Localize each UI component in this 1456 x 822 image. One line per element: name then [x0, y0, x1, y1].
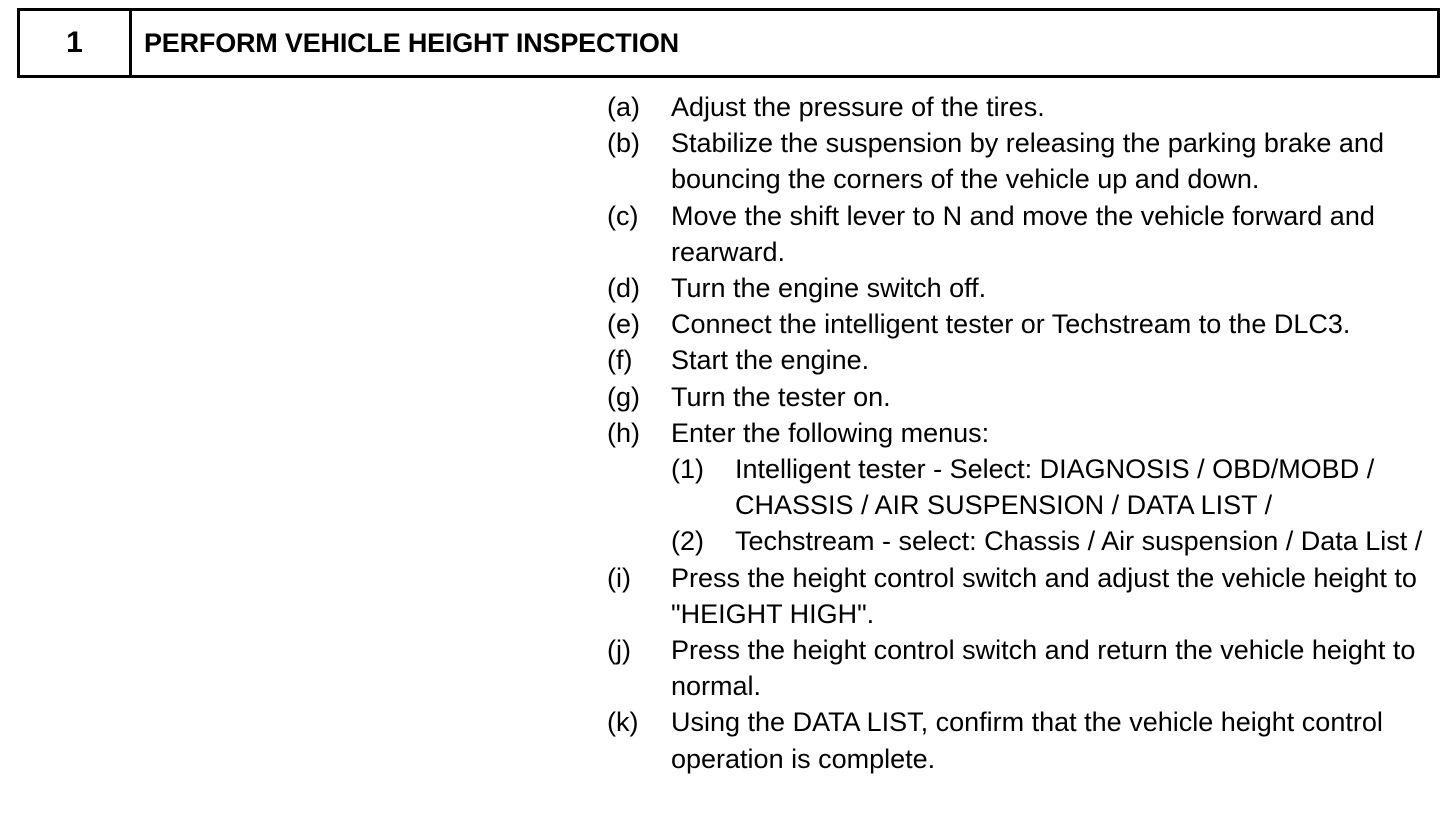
- step-text: Adjust the pressure of the tires.: [671, 92, 1045, 122]
- step-item-e: [607, 306, 1447, 342]
- step-label: (e): [607, 309, 640, 340]
- step-label: (j): [607, 635, 631, 666]
- step-body: [671, 415, 1447, 560]
- step-text: Turn the engine switch off.: [671, 273, 987, 304]
- procedure-steps: [607, 89, 1447, 777]
- substep-text: Intelligent tester - Select: DIAGNOSIS / OBD/MOBD / CHASSIS / AIR SUSPENSION / DATA LIST /: [735, 454, 1375, 521]
- step-label: (g): [607, 381, 640, 412]
- step-text: Move the shift lever to N and move the vehicle forward and rearward.: [671, 200, 1375, 267]
- step-text: Turn the tester on.: [671, 381, 891, 412]
- step-text: Connect the intelligent tester or Techstream to the DLC3.: [671, 309, 1351, 340]
- step-item-g: [607, 379, 1447, 415]
- step-text: Start the engine.: [671, 345, 870, 376]
- step-title: PERFORM VEHICLE HEIGHT INSPECTION: [144, 27, 679, 58]
- substep-item-1: [671, 451, 1447, 523]
- step-label: (f): [607, 345, 633, 376]
- step-text: Stabilize the suspension by releasing the parking brake and bouncing the corners of the vehicle up and down.: [671, 128, 1384, 195]
- step-item-f: [607, 342, 1447, 378]
- step-item-h: [607, 415, 1447, 560]
- step-label: (k): [607, 707, 639, 738]
- step-item-c: [607, 198, 1447, 270]
- step-item-j: [607, 632, 1447, 704]
- substep-label: (1): [671, 454, 704, 485]
- substep-label: (2): [671, 526, 704, 557]
- step-label: (i): [607, 562, 631, 593]
- step-header: [17, 8, 1440, 78]
- step-item-a: [607, 89, 1447, 125]
- step-label: (c): [607, 200, 639, 231]
- step-label: (d): [607, 273, 640, 304]
- step-label: (h): [607, 417, 640, 448]
- substep-item-2: [671, 523, 1447, 559]
- step-item-b: [607, 125, 1447, 197]
- step-number: 1: [20, 11, 132, 75]
- step-text: Press the height control switch and return the vehicle height to normal.: [671, 635, 1416, 702]
- step-item-d: [607, 270, 1447, 306]
- substep-text: Techstream - select: Chassis / Air suspension / Data List /: [735, 526, 1423, 557]
- step-label: (b): [607, 128, 640, 159]
- step-text: Using the DATA LIST, confirm that the vehicle height control operation is complete.: [671, 707, 1383, 774]
- step-item-k: [607, 704, 1447, 776]
- step-text: Enter the following menus:: [671, 417, 990, 448]
- step-text: Press the height control switch and adjust the vehicle height to "HEIGHT HIGH".: [671, 562, 1417, 629]
- step-label: (a): [607, 92, 640, 122]
- step-item-i: [607, 560, 1447, 632]
